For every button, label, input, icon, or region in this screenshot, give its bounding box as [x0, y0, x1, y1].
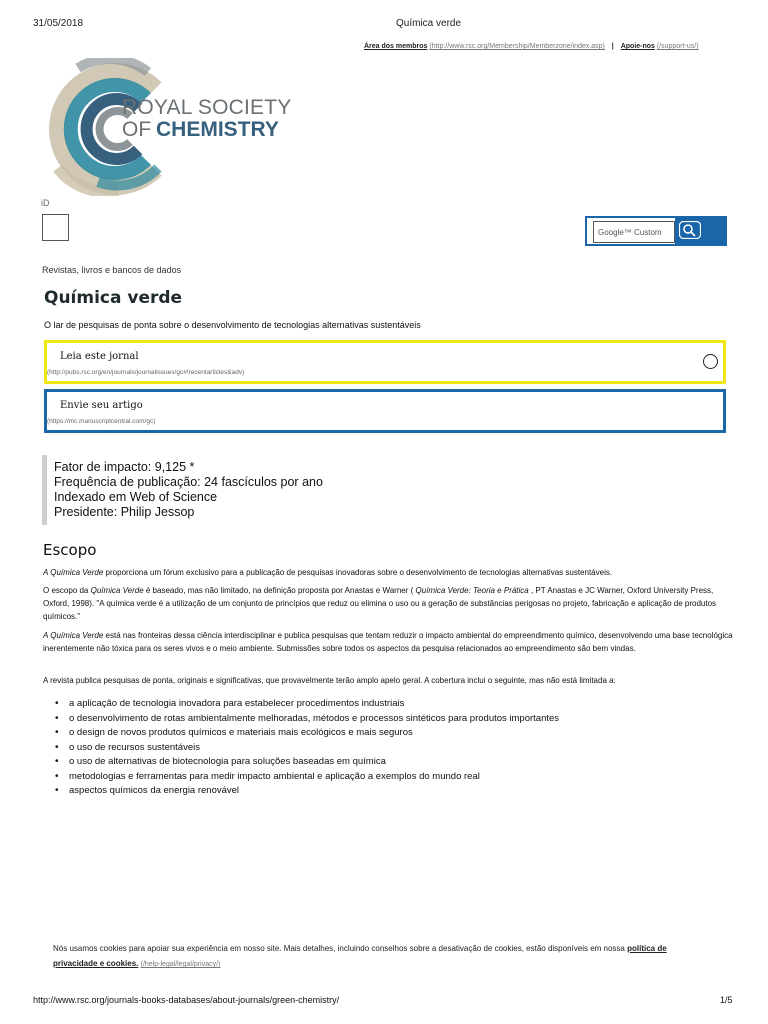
list-item: • aspectos químicos da energia renovável — [55, 784, 695, 799]
book-title-italic: Química Verde: Teoria e Prática — [415, 586, 529, 595]
list-item: • o design de novos produtos químicos e materiais mais ecológicos e mais seguros — [55, 726, 695, 741]
circle-icon[interactable] — [703, 354, 718, 369]
journal-name-italic: A Química Verde — [43, 568, 104, 577]
logo-text-chemistry: CHEMISTRY — [156, 118, 279, 141]
scope-p2-text-c: , PT Anastas e JC Warner, Oxford University Press, Oxford, 1998). "A química verde é a utilização de um conjunto de princípios que reduz ou elimina o uso ou a geração de substâncias perigosas no projeto, fabricação e aplicação de produtos químicos." — [43, 586, 717, 621]
page-subtitle: O lar de pesquisas de ponta sobre o desenvolvimento de tecnologias alternativas sustentáveis — [44, 320, 421, 330]
scope-list — [55, 697, 695, 799]
list-item: • metodologias e ferramentas para medir impacto ambiental e aplicação a exemplos do mundo real — [55, 770, 695, 785]
scope-paragraph-1 — [43, 566, 733, 579]
print-footer-url: http://www.rsc.org/journals-books-databases/about-journals/green-chemistry/ — [33, 995, 340, 1005]
scope-p2-text-a: O escopo da — [43, 586, 91, 595]
submit-article-card[interactable] — [44, 389, 726, 433]
page-title: Química verde — [44, 288, 183, 308]
impact-factor: Fator de impacto: 9,125 * — [54, 460, 195, 474]
cookie-notice — [53, 941, 693, 972]
breadcrumb[interactable]: Revistas, livros e bancos de dados — [42, 265, 182, 275]
scope-paragraph-2 — [43, 584, 733, 623]
magnifier-icon — [679, 221, 701, 239]
scope-p1-text: proporciona um fórum exclusivo para a publicação de pesquisas inovadoras sobre o desenvolvimento de tecnologias alternativas sustentáveis. — [103, 568, 613, 577]
journal-facts — [42, 455, 372, 525]
list-item: • o uso de recursos sustentáveis — [55, 741, 695, 756]
publication-frequency: Frequência de publicação: 24 fascículos por ano — [54, 475, 323, 489]
members-link-url[interactable]: (http://www.rsc.org/Membership/Memberzone/index.asp) — [429, 43, 605, 50]
support-link[interactable]: Apoie-nos — [620, 43, 655, 50]
scope-p2-text-b: é baseado, mas não limitado, na definição proposta por Anastas e Warner ( — [143, 586, 416, 595]
scope-p3-text: está nas fronteiras dessa ciência interdisciplinar e publica pesquisas que tentam reduzir o impacto ambiental do empreendimento químico, desenvolvendo uma base tecnológica inerentemente não tóxica para os seres vivos e o meio ambiente. Submissões sobre todos os aspectos da pesquisa relacionados ao empreendimento são bem vindas. — [43, 631, 733, 653]
print-date: 31/05/2018 — [33, 18, 84, 29]
logo-text-line1: ROYAL SOCIETY — [122, 96, 292, 119]
menu-box-icon[interactable] — [42, 214, 69, 241]
search-button[interactable] — [675, 218, 725, 244]
privacy-policy-link[interactable]: política de privacidade e cookies. — [53, 944, 667, 968]
submit-article-url[interactable]: (https://mc.manuscriptcentral.com/gc) — [47, 418, 156, 425]
logo-text-of: OF — [122, 118, 152, 141]
support-link-url[interactable]: (/support-us/) — [656, 43, 699, 50]
small-id-icon: iD — [41, 198, 50, 208]
chair: Presidente: Philip Jessop — [54, 505, 195, 519]
read-journal-card[interactable] — [44, 340, 726, 384]
scope-paragraph-4: A revista publica pesquisas de ponta, originais e significativas, que provavelmente terão amplo apelo geral. A cobertura inclui o seguinte, mas não está limitada a: — [43, 676, 616, 685]
list-item: • o uso de alternativas de biotecnologia para soluções baseadas em química — [55, 755, 695, 770]
indexing: Indexado em Web of Science — [54, 490, 218, 504]
search-input[interactable] — [593, 221, 675, 243]
privacy-policy-url[interactable]: (/help-legal/legal/privacy/) — [140, 961, 221, 968]
cookie-text: Nós usamos cookies para apoiar sua experiência em nosso site. Mais detalhes, incluindo conselhos sobre a desativação de cookies, estão disponíveis em nossa — [53, 944, 628, 953]
scope-heading: Escopo — [43, 541, 97, 559]
read-journal-url[interactable]: (http://pubs.rsc.org/en/journals/journalissues/gc#!recentarticles&adv) — [47, 369, 245, 376]
link-separator: | — [611, 43, 614, 50]
top-links — [364, 43, 699, 50]
scope-paragraph-3 — [43, 629, 733, 655]
journal-name-italic: A Química Verde — [43, 631, 104, 640]
read-journal-label[interactable]: Leia este jornal — [60, 351, 139, 362]
list-item: • o desenvolvimento de rotas ambientalmente melhoradas, métodos e processos sintéticos para produtos importantes — [55, 712, 695, 727]
members-link[interactable]: Área dos membros — [364, 43, 428, 50]
print-page-number: 1/5 — [720, 995, 733, 1005]
rsc-logo[interactable] — [38, 58, 298, 196]
journal-name-italic: Química Verde — [90, 586, 144, 595]
list-item: • a aplicação de tecnologia inovadora para estabelecer procedimentos industriais — [55, 697, 695, 712]
search-box — [585, 216, 727, 246]
print-title: Química verde — [396, 18, 462, 29]
submit-article-label[interactable]: Envie seu artigo — [60, 400, 143, 411]
